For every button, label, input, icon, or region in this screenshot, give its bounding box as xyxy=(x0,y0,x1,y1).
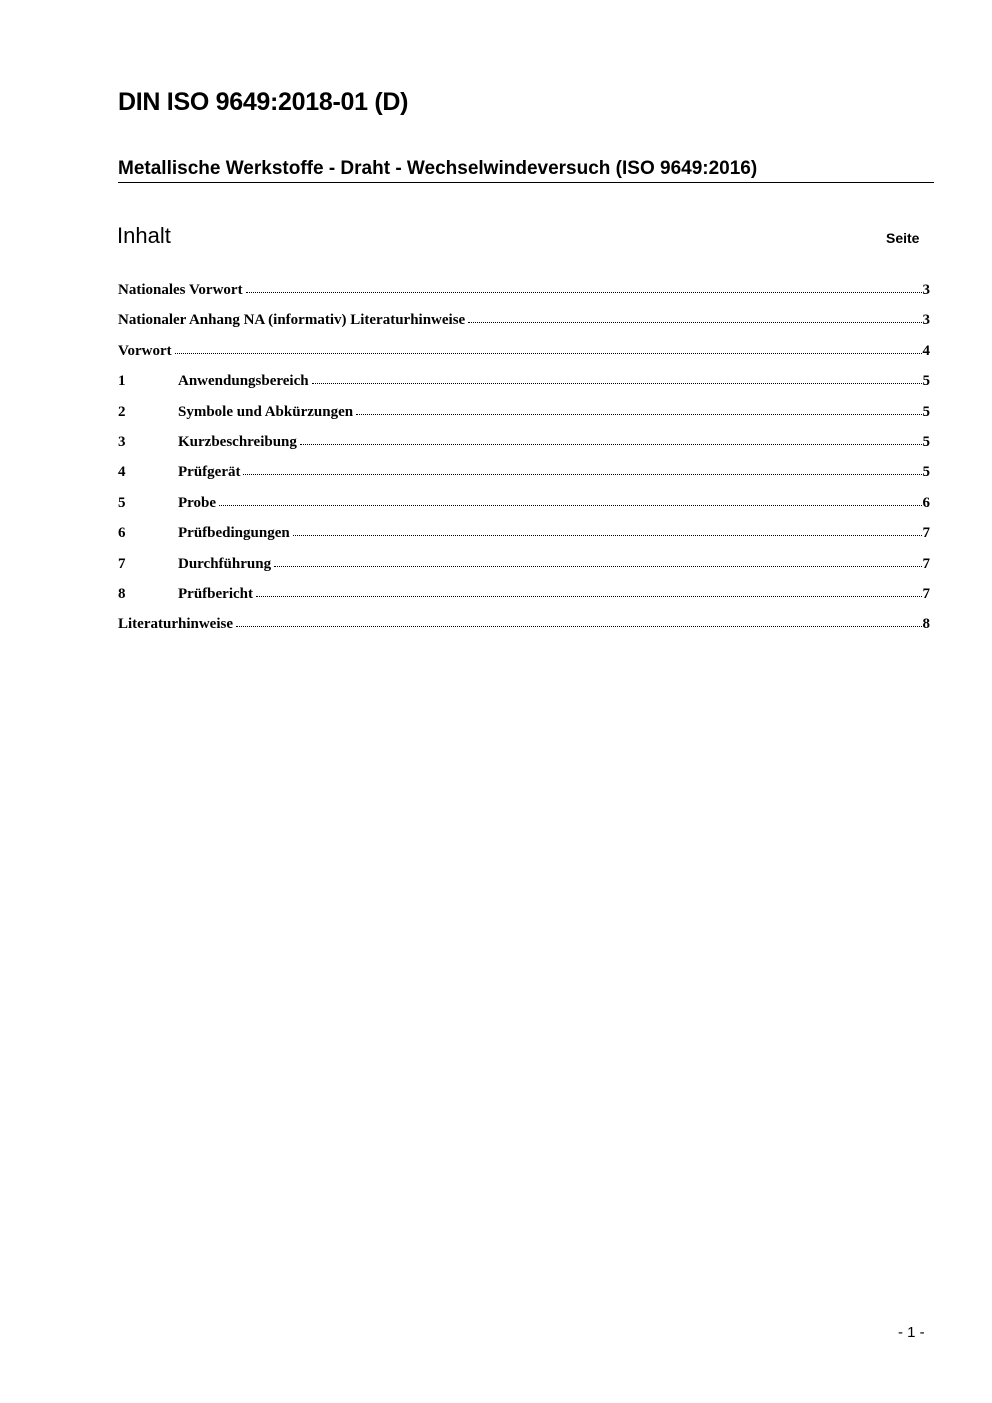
toc-entry-number: 5 xyxy=(118,494,126,511)
toc-entry-title: Vorwort xyxy=(118,342,172,359)
toc-entry-number: 7 xyxy=(118,555,126,572)
toc-entry[interactable] xyxy=(118,583,930,613)
toc-entry-title: Kurzbeschreibung xyxy=(178,433,297,450)
document-id: DIN ISO 9649:2018-01 (D) xyxy=(118,88,409,116)
toc-leader-dots xyxy=(356,413,921,415)
toc-leader-dots xyxy=(175,352,922,354)
toc-entry-title: Durchführung xyxy=(178,555,272,572)
toc-entry-title: Anwendungsbereich xyxy=(178,373,309,390)
toc-entry-page: 6 xyxy=(922,494,930,511)
toc-entry[interactable] xyxy=(118,431,930,461)
toc-leader-dots xyxy=(274,565,921,567)
toc-leader-dots xyxy=(468,321,921,323)
toc-leader-dots xyxy=(246,291,922,293)
toc-entry-title: Nationaler Anhang NA (informativ) Literaturhinweise xyxy=(118,312,466,329)
toc-entry[interactable] xyxy=(118,279,930,309)
document-title: Metallische Werkstoffe - Draht - Wechselwindeversuch (ISO 9649:2016) xyxy=(118,158,934,183)
toc-leader-dots xyxy=(243,473,921,475)
toc-entry-number: 3 xyxy=(118,433,126,450)
toc-leader-dots xyxy=(293,534,922,536)
toc-entry-number: 6 xyxy=(118,525,126,542)
toc-entry-title: Prüfbericht xyxy=(178,585,253,602)
toc-leader-dots xyxy=(256,595,922,597)
toc-heading: Inhalt xyxy=(117,223,171,248)
toc-entry[interactable] xyxy=(118,522,930,552)
toc-leader-dots xyxy=(312,382,922,384)
toc-entry[interactable] xyxy=(118,309,930,339)
toc-entry-number: 1 xyxy=(118,373,126,390)
toc-entry-page: 5 xyxy=(922,464,930,481)
toc-entry[interactable] xyxy=(118,613,930,643)
toc-entry-title: Nationales Vorwort xyxy=(118,282,243,298)
toc-entry-page: 4 xyxy=(922,342,930,359)
toc-leader-dots xyxy=(219,504,921,506)
toc-entry-page: 5 xyxy=(922,403,930,420)
toc-entry[interactable] xyxy=(118,553,930,583)
toc-page-column-label: Seite xyxy=(886,230,920,246)
toc-entry-number: 8 xyxy=(118,585,126,602)
toc-leader-dots xyxy=(300,443,922,445)
toc-entry-page: 3 xyxy=(922,282,930,298)
page-number: - 1 - xyxy=(898,1324,925,1341)
toc-entry-page: 7 xyxy=(922,555,930,572)
toc-leader-dots xyxy=(236,625,922,627)
toc-entry-page: 5 xyxy=(922,433,930,450)
toc-entry-page: 8 xyxy=(922,616,930,633)
toc-entry-number: 4 xyxy=(118,464,126,481)
toc-entry[interactable] xyxy=(118,492,930,522)
toc-entry-title: Probe xyxy=(178,494,217,511)
table-of-contents xyxy=(118,279,930,644)
toc-entry-title: Prüfgerät xyxy=(178,464,241,481)
toc-entry-page: 7 xyxy=(922,585,930,602)
toc-entry[interactable] xyxy=(118,340,930,370)
toc-entry[interactable] xyxy=(118,370,930,400)
toc-entry[interactable] xyxy=(118,401,930,431)
toc-entry-page: 3 xyxy=(922,312,930,329)
toc-entry[interactable] xyxy=(118,461,930,491)
toc-entry-number: 2 xyxy=(118,403,126,420)
toc-entry-title: Symbole und Abkürzungen xyxy=(178,403,354,420)
toc-entry-page: 5 xyxy=(922,373,930,390)
toc-entry-title: Literaturhinweise xyxy=(118,616,233,633)
toc-entry-page: 7 xyxy=(922,525,930,542)
toc-entry-title: Prüfbedingungen xyxy=(178,525,290,542)
